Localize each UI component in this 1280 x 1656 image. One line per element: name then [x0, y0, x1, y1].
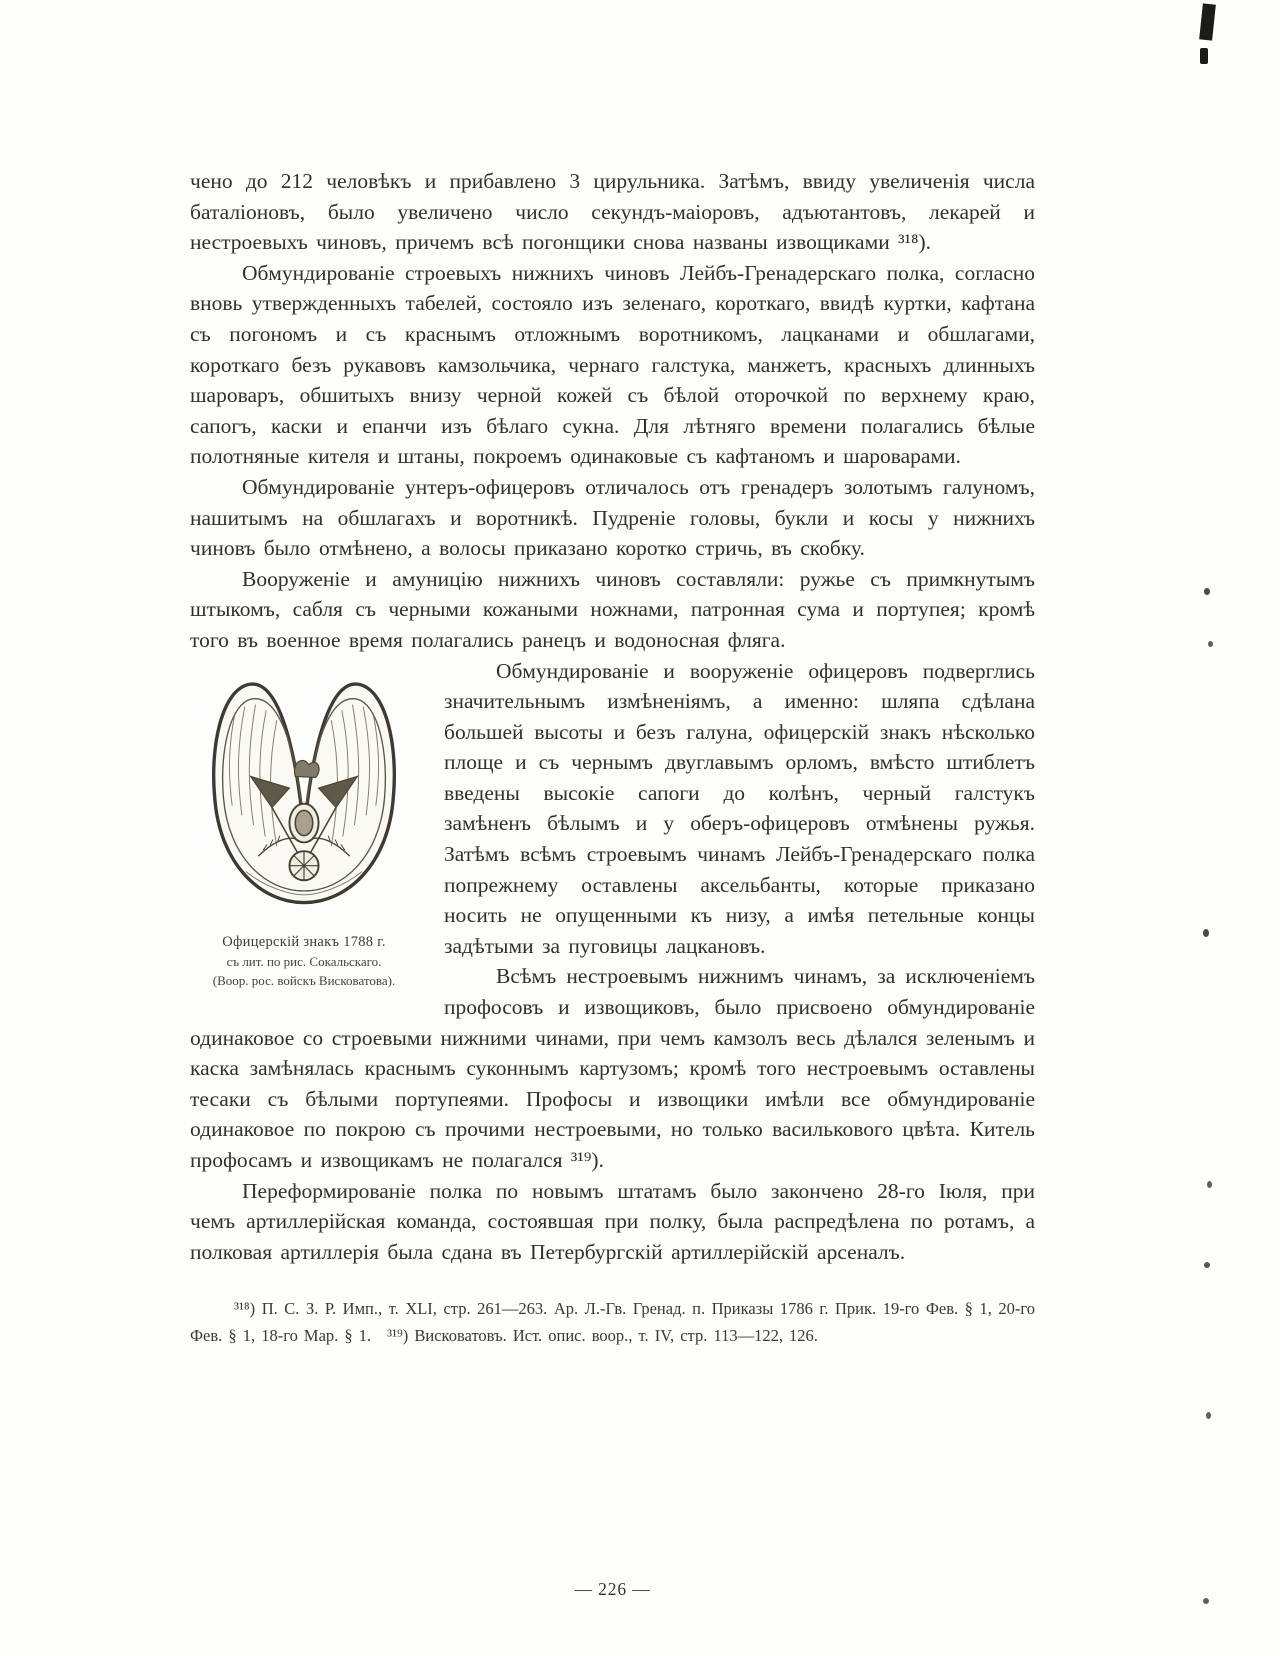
- paragraph-1: чено до 212 человѣкъ и прибавлено 3 цирульника. Затѣмъ, ввиду увеличенія числа баталіоновъ, было увеличено число секундъ-маіоровъ, адъютантовъ, лекарей и нестроевыхъ чиновъ, причемъ всѣ погонщики снова названы извощиками ³¹⁸).: [190, 169, 1035, 255]
- footnote-318: ³¹⁸) П. С. З. Р. Имп., т. XLI, стр. 261—263. Ар. Л.-Гв. Гренад. п. Приказы 1786 г. Прик. 19-го Фев. § 1, 20-го Фев. § 1, 18-го Мар. § 1.: [190, 1299, 1035, 1346]
- gorget-figure: [190, 660, 418, 990]
- scan-artifact: [1208, 641, 1213, 647]
- scan-artifact: [1207, 1181, 1212, 1188]
- scan-artifact: [1200, 48, 1208, 64]
- page-number: — 226 —: [574, 1579, 651, 1599]
- scan-artifact: [1203, 929, 1209, 937]
- figure-caption-line: Офицерскій знакъ 1788 г.: [222, 933, 386, 950]
- footnote-319: ³¹⁹) Висковатовъ. Ист. опис. воор., т. IV, стр. 113—122, 126.: [387, 1326, 818, 1346]
- paragraph-4: Вооруженіе и амуницію нижнихъ чиновъ составляли: ружье съ примкнутымъ штыкомъ, сабля съ черными кожаными ножнами, патронная сума и портупея; кромѣ того въ военное время полагались ранецъ и водоносная фляга.: [190, 566, 1035, 652]
- paragraph-2: Обмундированіе строевыхъ нижнихъ чиновъ Лейбъ-Гренадерскаго полка, согласно вновь утвержденныхъ табелей, состояло изъ зеленаго, короткаго, ввидѣ куртки, кафтана съ погономъ и съ краснымъ отложнымъ воротникомъ, лацканами и обшлагами, короткаго безъ рукавовъ камзольчика, чернаго галстука, манжетъ, красныхъ длинныхъ шароваръ, обшитыхъ внизу черной кожей съ бѣлой оторочкой по верхнему краю, сапогъ, каски и епанчи изъ бѣлаго сукна. Для лѣтняго времени полагались бѣлые полотняные кителя и штаны, покроемъ одинаковые съ кафтаномъ и шароварами.: [190, 260, 1035, 469]
- figure-caption-line: (Воор. рос. войскъ Висковатова).: [212, 972, 396, 988]
- scan-artifact: [1204, 1262, 1210, 1268]
- footnotes-block: [190, 1295, 1035, 1349]
- scan-artifact: [1199, 3, 1216, 40]
- figure-caption-line: съ лит. по рис. Сокальскаго.: [226, 953, 382, 969]
- figure-caption: [190, 932, 418, 990]
- paragraph-3: Обмундированіе унтеръ-офицеровъ отличалось отъ гренадеръ золотымъ галуномъ, нашитымъ на обшлагахъ и воротникѣ. Пудреніе головы, букли и косы у нижнихъ чиновъ было отмѣнено, а волосы приказано коротко стричь, въ скобку.: [190, 474, 1035, 561]
- paragraph-6: Всѣмъ нестроевымъ нижнимъ чинамъ, за исключеніемъ профосовъ и извощиковъ, было присвоено обмундированіе одинаковое со строевыми нижними чинами, при чемъ камзолъ весь дѣлался зеленымъ и каска замѣнялась краснымъ суконнымъ картузомъ; кромѣ того нестроевымъ оставлены тесаки съ бѣлыми портупеями. Профосы и извощики имѣли все обмундированіе одинаковое по покрою съ прочими нестроевыми, но только василькового цвѣта. Китель профосамъ и извощикамъ не полагался ³¹⁹).: [190, 964, 1035, 1172]
- gorget-illustration: [202, 660, 406, 922]
- scan-artifact: [1204, 588, 1210, 595]
- paragraph-5: Обмундированіе и вооруженіе офицеровъ подверглись значительнымъ измѣненіямъ, а именно: шляпа сдѣлана большей высоты и безъ галуна, офицерскій знакъ нѣсколько площе и съ чернымъ двуглавымъ орломъ, вмѣсто штиблетъ введены высокіе сапоги до колѣнъ, черный галстукъ замѣненъ бѣлымъ и у оберъ-офицеровъ отмѣнены ружья. Затѣмъ всѣмъ строевымъ чинамъ Лейбъ-Гренадерскаго полка попрежнему оставлены аксельбанты, которые приказано носить не опущенными къ низу, а имѣя петельные концы задѣтыми за пуговицы лацкановъ.: [444, 658, 1035, 958]
- scan-artifact: [1206, 1412, 1211, 1419]
- paragraph-7: Переформированіе полка по новымъ штатамъ было закончено 28-го Іюля, при чемъ артиллерійская команда, состоявшая при полку, была распредѣлена по ротамъ, а полковая артиллерія была сдана въ Петербургскій артиллерійскій арсеналъ.: [190, 1178, 1035, 1264]
- scan-artifact: [1203, 1598, 1209, 1604]
